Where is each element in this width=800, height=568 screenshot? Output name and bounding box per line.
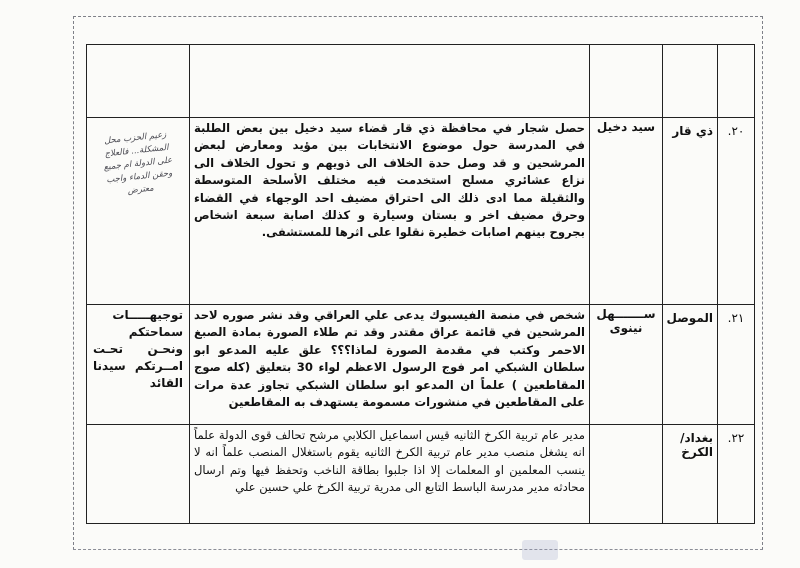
note-cell	[87, 118, 190, 305]
district-cell	[590, 45, 663, 118]
event-description: حصل شجار في محافظة ذي قار قضاء سيد دخيل بين بعض الطلبة في المدرسة حول موضوع الانتخابات بين مؤيد ومعارض لبعض المرشحين و قد وصل حدة الخلاف الى ذويهم و تحول الخلاف الى نزاع عشائري مسلح استخدمت فيه مختلف الأسلحة المتوسطة والثقيلة مما ادى ذلك الى احتراق مضيف احد الوجهاء في القضاء وحرق مضيف اخر و بستان وسيارة و كذلك اصابة سبعة اشخاص بجروح بينهم اصابات خطيرة نقلوا على اثرها للمستشفى.	[190, 118, 590, 305]
directive-note: توجيهـــــات سماحتكم ونحـن تحـت امــرتكم سيدنا القائد	[93, 308, 183, 390]
page-border-top	[73, 16, 763, 17]
handwritten-note	[88, 127, 188, 201]
governorate: الموصل	[663, 305, 718, 425]
page-border-right	[762, 16, 763, 550]
event-cell	[190, 45, 590, 118]
handwritten-note-line: معترض	[127, 183, 155, 197]
table-row	[87, 118, 755, 305]
note-cell	[87, 425, 190, 524]
event-description: شخص في منصة الفيسبوك يدعى علي العراقي وقد نشر صوره لاحد المرشحين في قائمة عراق مقتدر وقد تم طلاء الصورة بمادة الصبغ الاحمر وكتب في مقدمة الصورة لماذا؟؟؟ علق عليه المدعو ابو سلطان الشبكي امر فوج الرسول الاعظم لواء 30 بتعليق (كله صوج المقاطعين ) علماً ان المدعو ابو سلطان الشبكي تجاوز عدة مرات على المقاطعين في منشورات مسمومة يستهدف به المقاطعين	[190, 305, 590, 425]
governorate: بغداد/الكرخ	[663, 425, 718, 524]
table-row-empty	[87, 45, 755, 118]
row-number: ٢٢.	[718, 425, 755, 524]
note-cell	[87, 305, 190, 425]
handwritten-note-line: وحقن الدماء واجب	[105, 168, 173, 186]
handwritten-note-line: المشكلة... فالعلاج	[104, 142, 170, 160]
page-border-left	[73, 16, 74, 550]
handwritten-note-line: على الدولة ام جميع	[103, 155, 173, 173]
row-number: ٢٠.	[718, 118, 755, 305]
row-number: ٢١.	[718, 305, 755, 425]
event-description: مدير عام تربية الكرخ الثانيه قيس اسماعيل الكلابي مرشح تحالف قوى الدولة علماً انه يشغل منصب مدير عام تربية الكرخ الثانيه يقوم باستغلال المنصب علماً انه لا ينسب المعلمين او المعلمات إلا اذا جلبوا بطاقة الناخب وتحفظ فيها وتم ارسال محادثه مدير مدرسة الباسط التابع الى مدرية تربية الكرخ علي حسين علي	[190, 425, 590, 524]
stamp-mark	[522, 540, 558, 560]
district: سيد دخيل	[590, 118, 663, 305]
number-cell	[718, 45, 755, 118]
governorate: ذي قار	[663, 118, 718, 305]
district: ســـــــهل نينوى	[590, 305, 663, 425]
incident-report-table	[86, 44, 755, 524]
handwritten-note-line: زعيم الحزب محل	[103, 129, 167, 147]
note-cell	[87, 45, 190, 118]
table-row	[87, 425, 755, 524]
governorate-cell	[663, 45, 718, 118]
table-row	[87, 305, 755, 425]
district	[590, 425, 663, 524]
page-border-bottom	[73, 549, 763, 550]
